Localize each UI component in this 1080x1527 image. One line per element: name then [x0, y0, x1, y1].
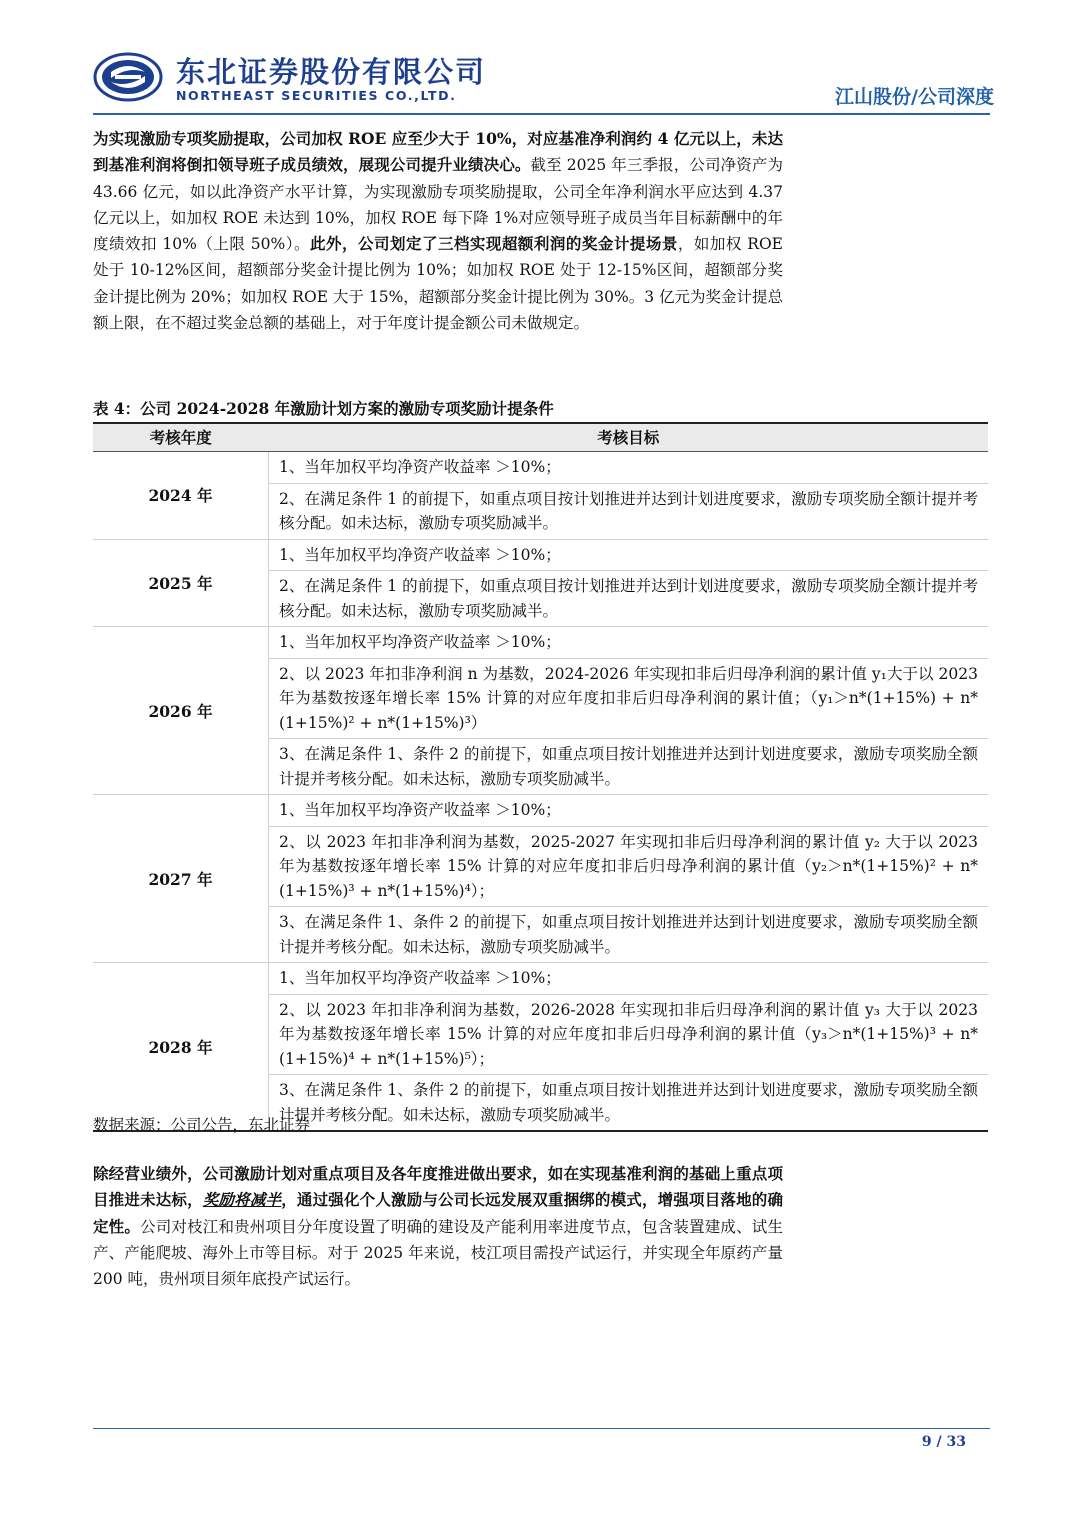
goal-cell: 1、当年加权平均净资产收益率 ＞10%；	[269, 452, 989, 484]
para1-text-2: ，如加权 ROE 处于 10-12%区间，超额部分奖金计提比例为 10%；如加权 ROE 处于 12-15%区间，超额部分奖金计提比例为 20%；如加权 ROE 大于 15%，超额部分奖金计提比例为 30%。3 亿元为奖金计提总额上限，在不超过奖金总额的基础上，对于年度计提金额公司未做规定。	[93, 235, 783, 333]
goal-cell: 2、在满足条件 1 的前提下，如重点项目按计划推进并达到计划进度要求，激励专项奖励全额计提并考核分配。如未达标，激励专项奖励减半。	[269, 483, 989, 539]
goal-cell: 2、以 2023 年扣非净利润为基数，2026-2028 年实现扣非后归母净利润的累计值 y₃ 大于以 2023 年为基数按逐年增长率 15% 计算的对应年度扣非后归母净利润的累计值（y₃＞n*(1+15%)³ + n*(1+15%)⁴ + n*(1+15%)⁵）；	[269, 994, 989, 1075]
company-logo-icon	[93, 52, 163, 102]
goal-cell: 2、以 2023 年扣非净利润为基数，2025-2027 年实现扣非后归母净利润的累计值 y₂ 大于以 2023 年为基数按逐年增长率 15% 计算的对应年度扣非后归母净利润的累计值（y₂＞n*(1+15%)² + n*(1+15%)³ + n*(1+15%)⁴）；	[269, 826, 989, 907]
year-cell: 2025 年	[93, 539, 269, 627]
goal-cell: 2、在满足条件 1 的前提下，如重点项目按计划推进并达到计划进度要求，激励专项奖励全额计提并考核分配。如未达标，激励专项奖励减半。	[269, 571, 989, 627]
header-divider	[93, 113, 990, 115]
year-cell: 2026 年	[93, 627, 269, 795]
table-source-note: 数据来源：公司公告，东北证券	[93, 1116, 311, 1134]
goal-cell: 1、当年加权平均净资产收益率 ＞10%；	[269, 539, 989, 571]
para1-bold-second: 此外，公司划定了三档实现超额利润的奖金计提场景	[309, 234, 678, 254]
para1-text: 截至 2025 年三季报，公司净资产为 43.66 亿元，如以此净资产水平计算，为实现激励专项奖励提取，公司全年净利润水平应达到 4.37 亿元以上，如加权 ROE 未达到 10%，加权 ROE 每下降 1%对应领导班子成员当年目标薪酬中的年度绩效扣 10%（上限 50%）。	[93, 156, 783, 254]
company-name-en: NORTHEAST SECURITIES CO.,LTD.	[176, 88, 457, 103]
goal-cell: 3、在满足条件 1、条件 2 的前提下，如重点项目按计划推进并达到计划进度要求，激励专项奖励全额计提并考核分配。如未达标，激励专项奖励减半。	[269, 907, 989, 963]
footer-divider	[93, 1428, 990, 1429]
table-row	[93, 452, 988, 484]
company-name-cn: 东北证券股份有限公司	[176, 55, 487, 89]
year-cell: 2028 年	[93, 963, 269, 1132]
paragraph-project-milestones	[93, 1161, 783, 1292]
para2-emphasis: 奖励将减半	[202, 1190, 282, 1210]
col-header-year: 考核年度	[93, 423, 269, 452]
table-row	[93, 963, 988, 995]
incentive-table	[93, 422, 988, 1132]
goal-cell: 1、当年加权平均净资产收益率 ＞10%；	[269, 795, 989, 827]
page-number: 9 / 33	[921, 1434, 966, 1450]
goal-cell: 3、在满足条件 1、条件 2 的前提下，如重点项目按计划推进并达到计划进度要求，激励专项奖励全额计提并考核分配。如未达标，激励专项奖励减半。	[269, 739, 989, 795]
table-title: 表 4：公司 2024-2028 年激励计划方案的激励专项奖励计提条件	[93, 399, 554, 418]
paragraph-incentive-roe	[93, 126, 783, 336]
col-header-goal: 考核目标	[269, 423, 989, 452]
goal-cell: 3、在满足条件 1、条件 2 的前提下，如重点项目按计划推进并达到计划进度要求，激励专项奖励全额计提并考核分配。如未达标，激励专项奖励减半。	[269, 1075, 989, 1132]
table-row	[93, 627, 988, 659]
para1-bold-lead: 为实现激励专项奖励提取，公司加权 ROE 应至少大于 10%，对应基准净利润约 4 亿元以上，未达到基准利润将倒扣领导班子成员绩效，展现公司提升业绩决心。	[93, 129, 783, 175]
para2-bold-lead: 除经营业绩外，公司激励计划对重点项目及各年度推进做出要求，如在实现基准利润的基础上重点项目推进未达标，	[93, 1164, 783, 1210]
para2-text: 公司对枝江和贵州项目分年度设置了明确的建设及产能利用率进度节点，包含装置建成、试生产、产能爬坡、海外上市等目标。对于 2025 年来说，枝江项目需投产试运行，并实现全年原药产量 200 吨，贵州项目须年底投产试运行。	[93, 1217, 783, 1289]
year-cell: 2024 年	[93, 452, 269, 540]
year-cell: 2027 年	[93, 795, 269, 963]
table-header-row	[93, 423, 988, 452]
incentive-table-wrap	[93, 422, 988, 1132]
report-label: 江山股份/公司深度	[835, 86, 994, 108]
goal-cell: 2、以 2023 年扣非净利润 n 为基数，2024-2026 年实现扣非后归母净利润的累计值 y₁大于以 2023 年为基数按逐年增长率 15% 计算的对应年度扣非后归母净利润的累计值；（y₁＞n*(1+15%) + n*(1+15%)² + n*(1+15%)³）	[269, 658, 989, 739]
goal-cell: 1、当年加权平均净资产收益率 ＞10%；	[269, 963, 989, 995]
para2-bold-second: ，通过强化个人激励与公司长远发展双重捆绑的模式，增强项目落地的确定性。	[93, 1190, 783, 1236]
goal-cell: 1、当年加权平均净资产收益率 ＞10%；	[269, 627, 989, 659]
table-row	[93, 539, 988, 571]
table-row	[93, 795, 988, 827]
page-header	[0, 0, 1080, 115]
